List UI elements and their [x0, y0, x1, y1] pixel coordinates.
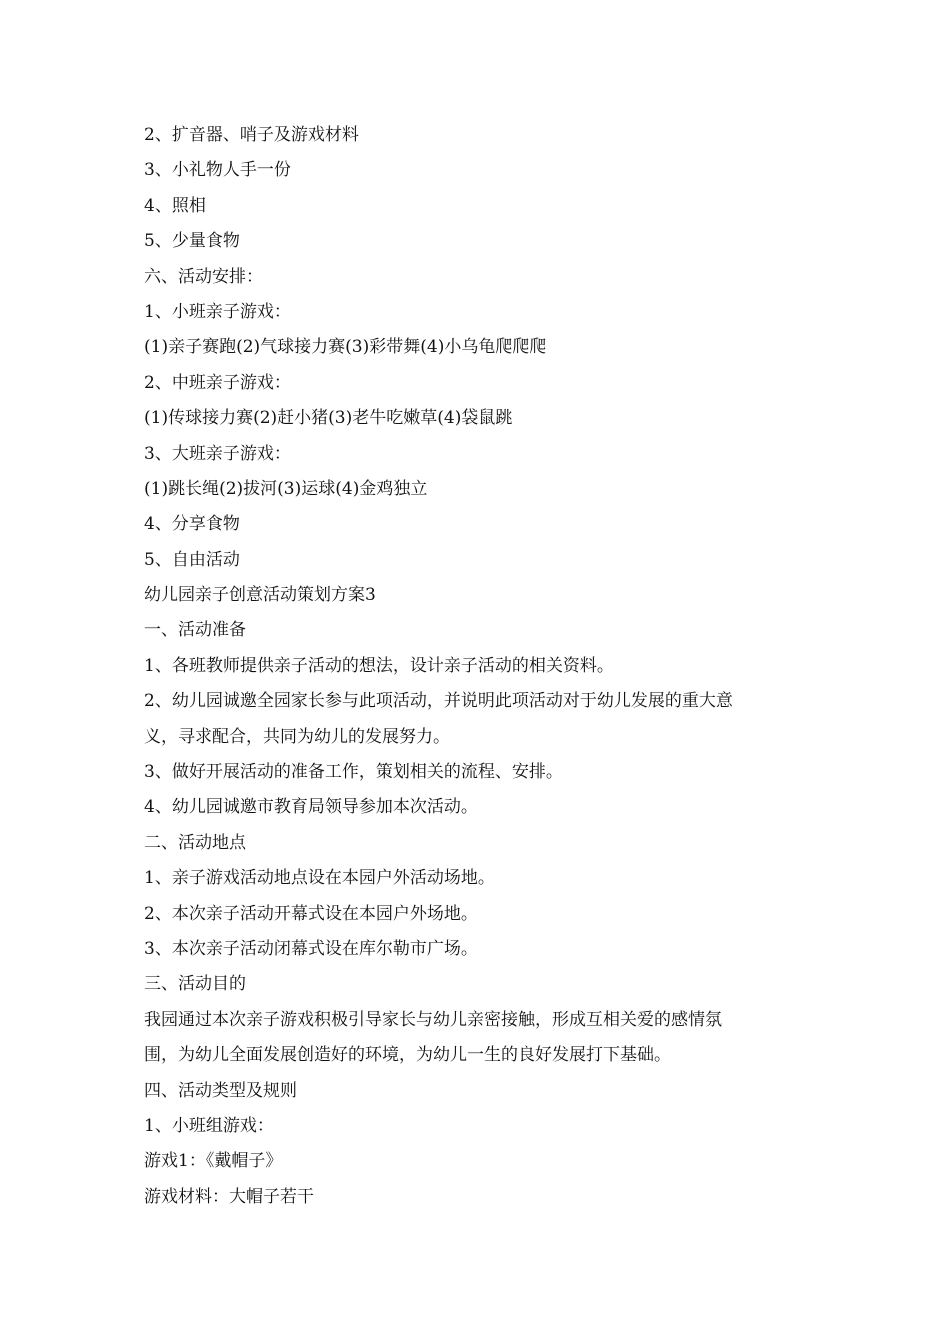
- text-line: 游戏1：《戴帽子》: [144, 1151, 283, 1172]
- text-line: 4、分享食物: [144, 514, 240, 535]
- text-line: 义，寻求配合，共同为幼儿的发展努力。: [144, 726, 450, 747]
- text-line: 2、扩音器、哨子及游戏材料: [144, 125, 359, 145]
- text-line: 2、幼儿园诚邀全园家长参与此项活动，并说明此项活动对于幼儿发展的重大意: [144, 691, 733, 712]
- section-heading: 六、活动安排：: [144, 266, 263, 287]
- text-line: 我园通过本次亲子游戏积极引导家长与幼儿亲密接触，形成互相关爱的感情氛: [144, 1009, 722, 1030]
- text-line: 3、小礼物人手一份: [144, 160, 291, 181]
- section-heading: 一、活动准备: [144, 620, 246, 641]
- text-line: 5、自由活动: [144, 549, 240, 570]
- text-line: 3、本次亲子活动闭幕式设在库尔勒市广场。: [144, 938, 478, 959]
- text-line: 1、各班教师提供亲子活动的想法，设计亲子活动的相关资料。: [144, 655, 614, 676]
- text-line: 1、小班亲子游戏：: [144, 301, 291, 322]
- section-heading: 四、活动类型及规则: [144, 1080, 297, 1101]
- text-line: (1)亲子赛跑(2)气球接力赛(3)彩带舞(4)小乌龟爬爬爬: [144, 337, 547, 358]
- text-line: 1、小班组游戏：: [144, 1115, 274, 1136]
- text-line: (1)跳长绳(2)拔河(3)运球(4)金鸡独立: [144, 478, 428, 499]
- text-line: 5、少量食物: [144, 231, 240, 252]
- text-line: 3、大班亲子游戏：: [144, 443, 291, 464]
- text-line: 游戏材料：大帽子若干: [144, 1186, 314, 1207]
- text-line: 围，为幼儿全面发展创造好的环境，为幼儿一生的良好发展打下基础。: [144, 1045, 671, 1066]
- document-body: [144, 118, 810, 1215]
- text-line: 4、幼儿园诚邀市教育局领导参加本次活动。: [144, 797, 478, 818]
- text-line: 4、照相: [144, 195, 206, 216]
- section-heading: 二、活动地点: [144, 832, 246, 853]
- text-line: 2、本次亲子活动开幕式设在本园户外场地。: [144, 903, 478, 924]
- text-line: (1)传球接力赛(2)赶小猪(3)老牛吃嫩草(4)袋鼠跳: [144, 408, 513, 429]
- section-heading: 三、活动目的: [144, 974, 246, 995]
- text-line: 2、中班亲子游戏：: [144, 372, 291, 393]
- document-title: 幼儿园亲子创意活动策划方案3: [144, 585, 376, 606]
- text-line: 1、亲子游戏活动地点设在本园户外活动场地。: [144, 868, 495, 889]
- text-line: 3、做好开展活动的准备工作，策划相关的流程、安排。: [144, 762, 563, 783]
